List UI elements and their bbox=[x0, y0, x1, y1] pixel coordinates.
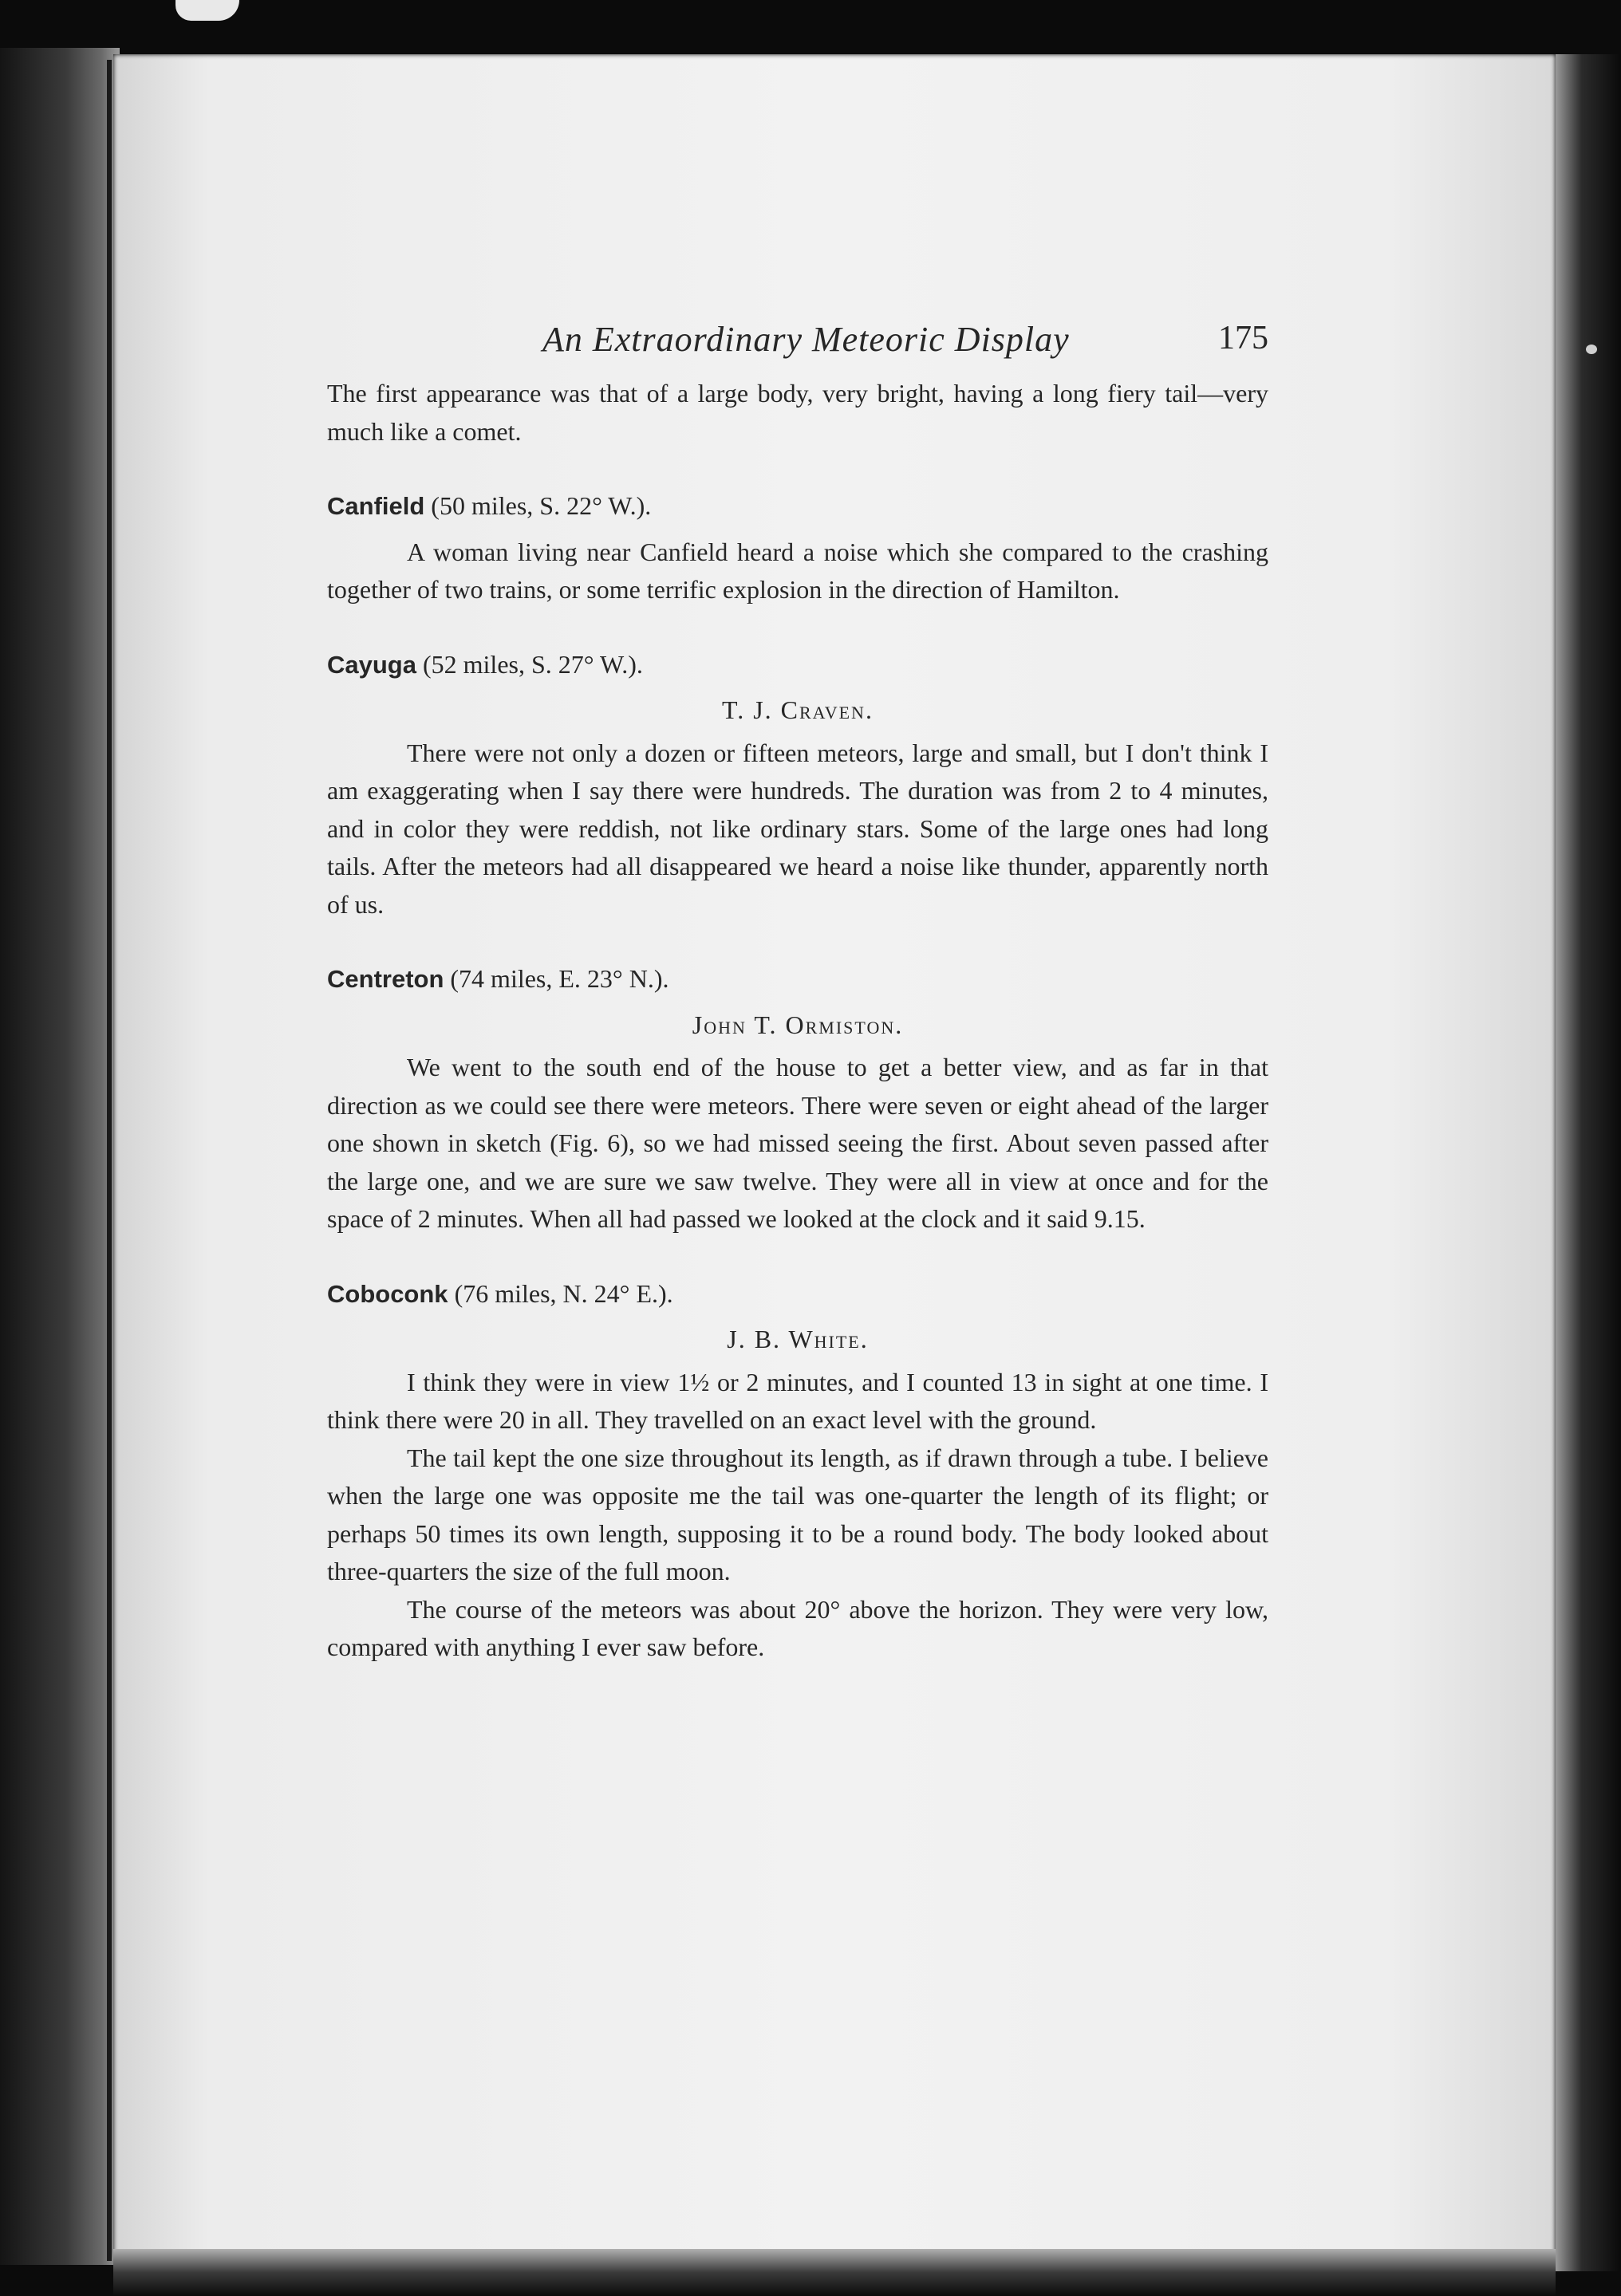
entry-paragraph: There were not only a dozen or fifteen meteors, large and small, but I don't think I am exaggerating when I say there were hundreds. The duration was from 2 to 4 minutes, and in color they were reddish, not like ordinary stars. Some of the large ones had long tails. After the meteors had all disappeared we heard a noise like thunder, apparently north of us. bbox=[327, 738, 1268, 919]
page-text bbox=[327, 311, 1268, 1667]
intro-paragraph: The first appearance was that of a large body, very bright, having a long fiery tail—very much like a comet. bbox=[327, 379, 1268, 446]
entry-paragraph: We went to the south end of the house to get a better view, and as far in that direction as we could see there were meteors. There were seven or eight ahead of the larger one shown in sketch (Fig. 6), so we had missed seeing the first. About seven passed after the large one, and we are sure we saw twelve. They were all in view at once and for the space of 2 minutes. When all had passed we looked at the clock and it said 9.15. bbox=[327, 1053, 1268, 1233]
correspondent-name: T. J. Craven. bbox=[722, 695, 874, 724]
place-detail: (74 miles, E. 23° N.). bbox=[450, 964, 669, 993]
entry-heading-canfield bbox=[327, 487, 1268, 526]
entry-paragraph: The course of the meteors was about 20° above the horizon. They were very low, compared with anything I ever saw before. bbox=[327, 1594, 1268, 1661]
place-detail: (50 miles, S. 22° W.). bbox=[431, 491, 652, 520]
running-head bbox=[327, 311, 1268, 367]
page-number: 175 bbox=[1218, 320, 1268, 356]
correspondent-name: John T. Ormiston. bbox=[692, 1010, 904, 1039]
entry-heading-cayuga bbox=[327, 646, 1268, 684]
place-name: Cayuga bbox=[327, 650, 416, 679]
entry-heading-centreton bbox=[327, 960, 1268, 998]
page-gutter-line bbox=[107, 60, 112, 2261]
entry-paragraph: A woman living near Canfield heard a noise which she compared to the crashing together of two trains, or some terrific explosion in the direction of Hamilton. bbox=[327, 537, 1268, 604]
correspondent-name: J. B. White. bbox=[727, 1325, 869, 1353]
entry-paragraph: I think they were in view 1½ or 2 minutes, and I counted 13 in sight at one time. I think there were 20 in all. They travelled on an exact level with the ground. bbox=[327, 1367, 1268, 1434]
place-detail: (52 miles, S. 27° W.). bbox=[422, 649, 643, 679]
page-right-shadow bbox=[1556, 54, 1621, 2271]
entry-heading-coboconk bbox=[327, 1275, 1268, 1313]
scan-artifact-dot bbox=[1586, 345, 1597, 354]
place-name: Canfield bbox=[327, 492, 425, 520]
running-title: An Extraordinary Meteoric Display bbox=[542, 320, 1070, 359]
place-detail: (76 miles, N. 24° E.). bbox=[454, 1278, 673, 1308]
place-name: Centreton bbox=[327, 965, 444, 993]
place-name: Coboconk bbox=[327, 1279, 448, 1308]
page-bottom-shadow bbox=[113, 2249, 1556, 2296]
book-spine-shadow bbox=[0, 48, 120, 2265]
entry-paragraph: The tail kept the one size throughout its length, as if drawn through a tube. I believe when the large one was opposite me the tail was one-quarter the length of its flight; or perhaps 50 times its own length, supposing it to be a round body. The body looked about three-quarters the size of the full moon. bbox=[327, 1443, 1268, 1585]
